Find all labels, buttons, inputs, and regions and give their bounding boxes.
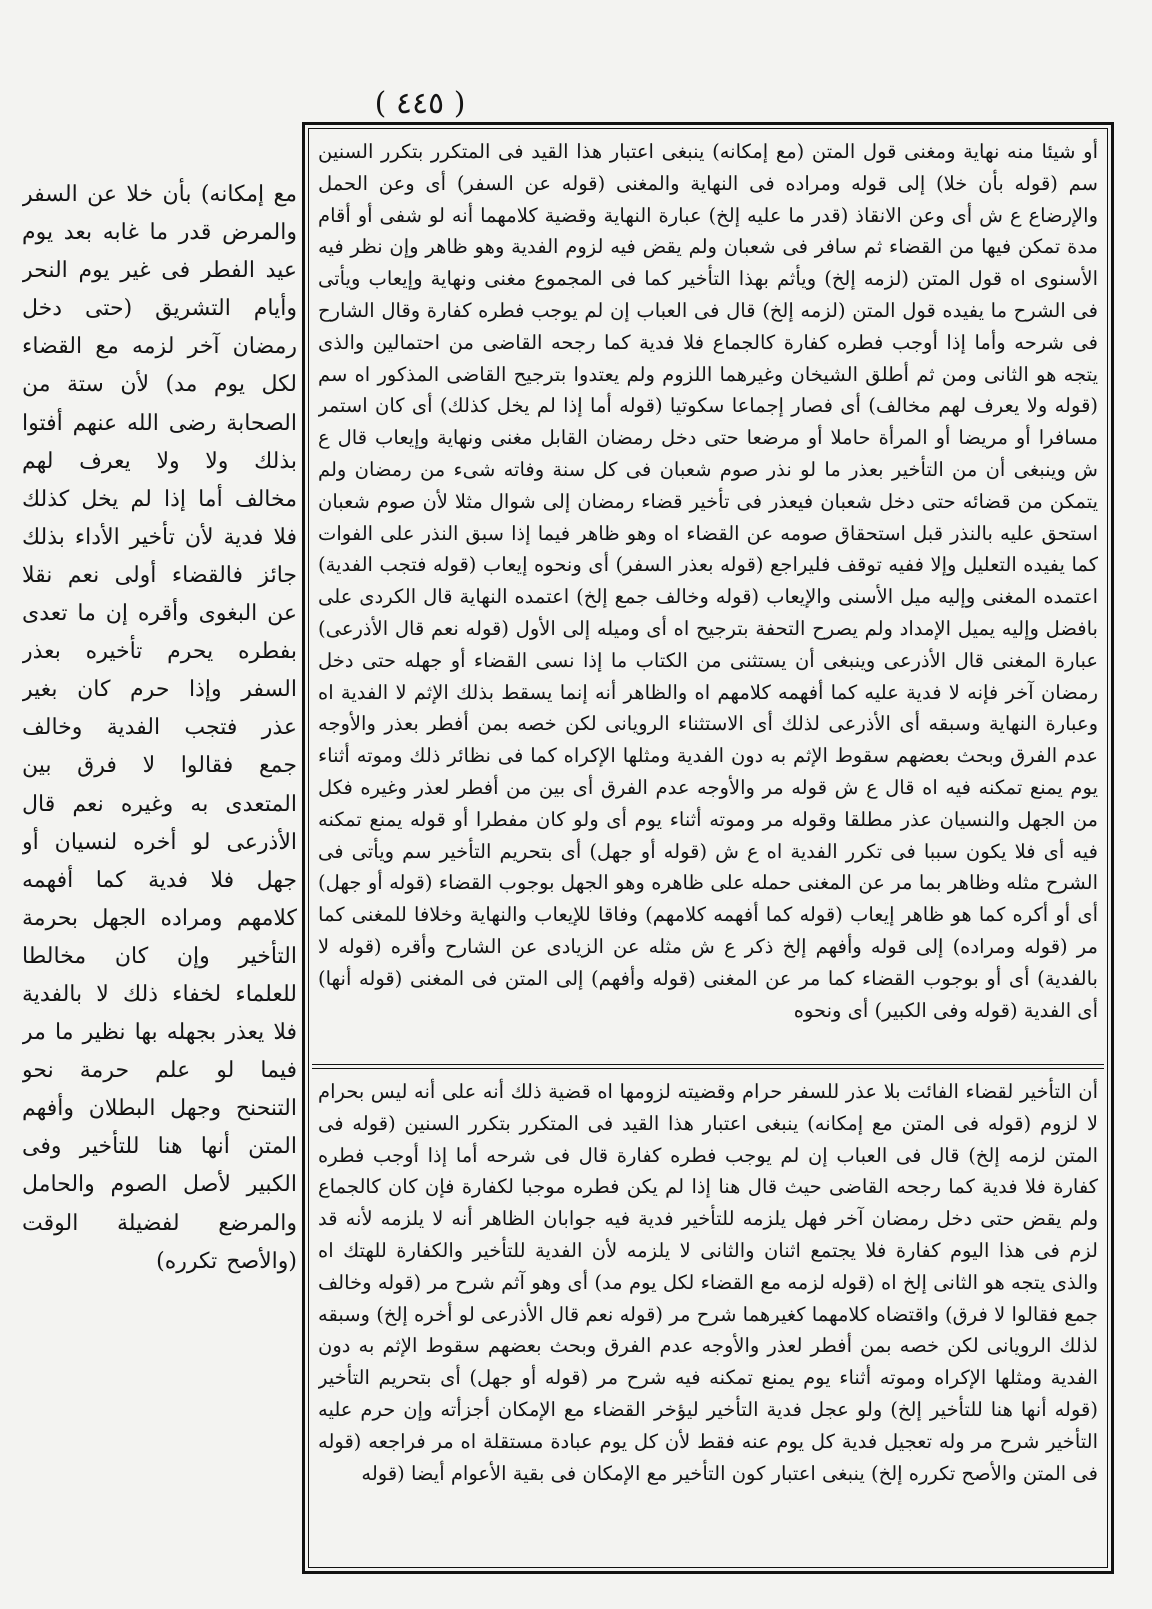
page-number: ( ٤٤٥ )	[374, 86, 466, 121]
section-divider-thin	[312, 1068, 1104, 1069]
lower-commentary: أن التأخير لقضاء الفائت بلا عذر للسفر حرام وقضيته لزومها اه قضية ذلك أنه على أنه ليس بحرام لا لزوم (قوله فى المتن مع إمكانه) ينبغى اعتبار هذا القيد فى المتكرر بتكرر السنين (قوله فى المتن لزمه إلخ) قال فى العباب إن لم يوجب فطره كفارة قال فى شرحه أما إذا أوجب فطره كفارة فلا فدية كما رجحه القاضى حيث قال هنا إذا لم يكن فطره موجبا لكفارة فإن كان كالجماع ولم يقض حتى دخل رمضان آخر فهل يلزمه للتأخير فدية فيه جوابان الظاهر أنه لا يلزمه لأنه قد لزم فى هذا اليوم كفارة فلا يجتمع اثنان والثانى لا يلزمه لأن الفدية للتأخير والكفارة للهتك اه والذى يتجه هو الثانى إلخ اه (قوله لزمه مع القضاء لكل يوم مد) أى وهو آثم شرح مر (قوله وخالف جمع فقالوا لا فرق) واقتضاه كلامهما كغيرهما شرح مر (قوله نعم قال الأذرعى لو أخره إلخ) وسبقه لذلك الرويانى لكن خصه بمن أفطر لعذر والأوجه عدم الفرق وبحث بعضهم سقوط الإثم به دون الفدية ومثلها الإكراه وموته أثناء يوم يمنع تمكنه فيه شرح مر (قوله أو جهل) أى بتحريم التأخير (قوله أنها هنا للتأخير إلخ) ولو عجل فدية التأخير ليؤخر القضاء مع الإمكان أجزأته وإن حرم عليه التأخير شرح مر وله تعجيل فدية كل يوم عنه فقط لأن كل يوم عبادة مستقلة اه مر فراجعه (قوله فى المتن والأصح تكرره إلخ) ينبغى اعتبار كون التأخير مع الإمكان فى بقية الأعوام أيضا (قوله	[318, 1080, 1098, 1485]
section-divider	[312, 1064, 1104, 1065]
upper-commentary: أو شيئا منه نهاية ومغنى قول المتن (مع إمكانه) ينبغى اعتبار هذا القيد فى المتكرر بتكرر السنين سم (قوله بأن خلا) إلى قوله ومراده فى النهاية والمغنى (قوله عن السفر) أى وعن الحمل والإرضاع ع ش أى وعن الانقاذ (قدر ما عليه إلخ) عبارة النهاية وقضية كلامهما أنه لو شفى أو أقام مدة تمكن فيها من القضاء ثم سافر فى شعبان ولم يقض فيه لزوم الفدية وهو ظاهر وإن نظر فيه الأسنوى اه قول المتن (لزمه إلخ) ويأثم بهذا التأخير كما فى المجموع مغنى ونهاية وإيعاب ويأتى فى الشرح ما يفيده قول المتن (لزمه إلخ) قال فى العباب إن لم يوجب فطره كفارة وقال الشارح فى شرحه وأما إذا أوجب فطره كفارة كالجماع فلا فدية كما رجحه القاضى من احتمالين والذى يتجه هو الثانى ومن ثم أطلق الشيخان وغيرهما اللزوم ولم يعتدوا بترجيح القاضى المذكور اه سم (قوله ولا يعرف لهم مخالف) أى فصار إجماعا سكوتيا (قوله أما إذا لم يخل كذلك) أى كان استمر مسافرا أو مريضا أو المرأة حاملا أو مرضعا حتى دخل رمضان القابل مغنى ونهاية وإيعاب قال ع ش وينبغى أن من التأخير بعذر ما لو نذر صوم شعبان فى كل سنة وفاته شىء من رمضان ولم يتمكن من قضائه حتى دخل شعبان فيعذر فى تأخير قضاء رمضان إلى شوال مثلا لأن صوم شعبان استحق عليه بالنذر قبل استحقاق صومه عن القضاء اه وهو ظاهر فيما إذا سبق النذر على الفوات كما يفيده التعليل وإلا ففيه توقف فليراجع (قوله بعذر السفر) أى ونحوه إيعاب (قوله فتجب الفدية) اعتمده المغنى وإليه ميل الأسنى والإيعاب (قوله وخالف جمع إلخ) اعتمده النهاية قال الكردى على بافضل وإليه يميل الإمداد ولم يصرح التحفة بترجيح اه أى وميله إلى الأول (قوله نعم قال الأذرعى) عبارة المغنى قال الأذرعى وينبغى أن يستثنى من الكتاب ما إذا نسى القضاء أو جهله حتى دخل رمضان آخر فإنه لا فدية عليه كما أفهمه كلامهم اه والظاهر أنه إنما يسقط بذلك الإثم لا الفدية اه وعبارة النهاية وسبقه أى الأذرعى لذلك أى الاستثناء الرويانى لكن خصه بمن أفطر بعذر والأوجه عدم الفرق وبحث بعضهم سقوط الإثم به دون الفدية ومثلها الإكراه كما فى نظائر ذلك وموته أثناء يوم يمنع تمكنه فيه اه قال ع ش قوله مر والأوجه عدم الفرق أى بين من أفطر لعذر وغيره فكل من الجهل والنسيان عذر مطلقا وقوله مر وموته أثناء يوم أى ولو كان مفطرا أو قوله يمنع تمكنه فيه أى فلا يكون سببا فى تكرر الفدية اه ع ش (قوله أو جهل) أى بتحريم التأخير سم ويأتى فى الشرح مثله وظاهر بما مر عن المغنى حمله على ظاهره وهو الجهل بوجوب القضاء (قوله أو جهل) أى أو أكره كما هو ظاهر إيعاب (قوله كما أفهمه كلامهم) وفاقا للإيعاب والنهاية وخلافا للمغنى كما مر (قوله ومراده) إلى قوله وأفهم إلخ ذكر ع ش مثله عن الزيادى عن الشارح وأقره (قوله لا بالفدية) أى أو بوجوب القضاء كما مر عن المغنى (قوله وأفهم) إلى المتن فى المغنى (قوله أنها) أى الفدية (قوله وفى الكبير) أى ونحوه	[318, 140, 1098, 1022]
main-text-column: مع إمكانه) بأن خلا عن السفر والمرض قدر ما غابه بعد يوم عيد الفطر فى غير يوم النحر وأيام التشريق (حتى دخل رمضان آخر لزمه مع القضاء لكل يوم مد) لأن ستة من الصحابة رضى الله عنهم أفتوا بذلك ولا ولا يعرف لهم مخالف أما إذا لم يخل كذلك فلا فدية لأن تأخير الأداء بذلك جائز فالقضاء أولى نعم نقلا عن البغوى وأقره إن ما تعدى بفطره يحرم تأخيره بعذر السفر وإذا حرم كان بغير عذر فتجب الفدية وخالف جمع فقالوا لا فرق بين المتعدى به وغيره نعم قال الأذرعى لو أخره لنسيان أو جهل فلا فدية كما أفهمه كلامهم ومراده الجهل بحرمة التأخير وإن كان مخالطا للعلماء لخفاء ذلك لا بالفدية فلا يعذر بجهله بها نظير ما مر فيما لو علم حرمة نحو التنحنح وجهل البطلان وأفهم المتن أنها هنا للتأخير وفى الكبير لأصل الصوم والحامل والمرضع لفضيلة الوقت (والأصح تكرره)	[22, 182, 297, 1274]
